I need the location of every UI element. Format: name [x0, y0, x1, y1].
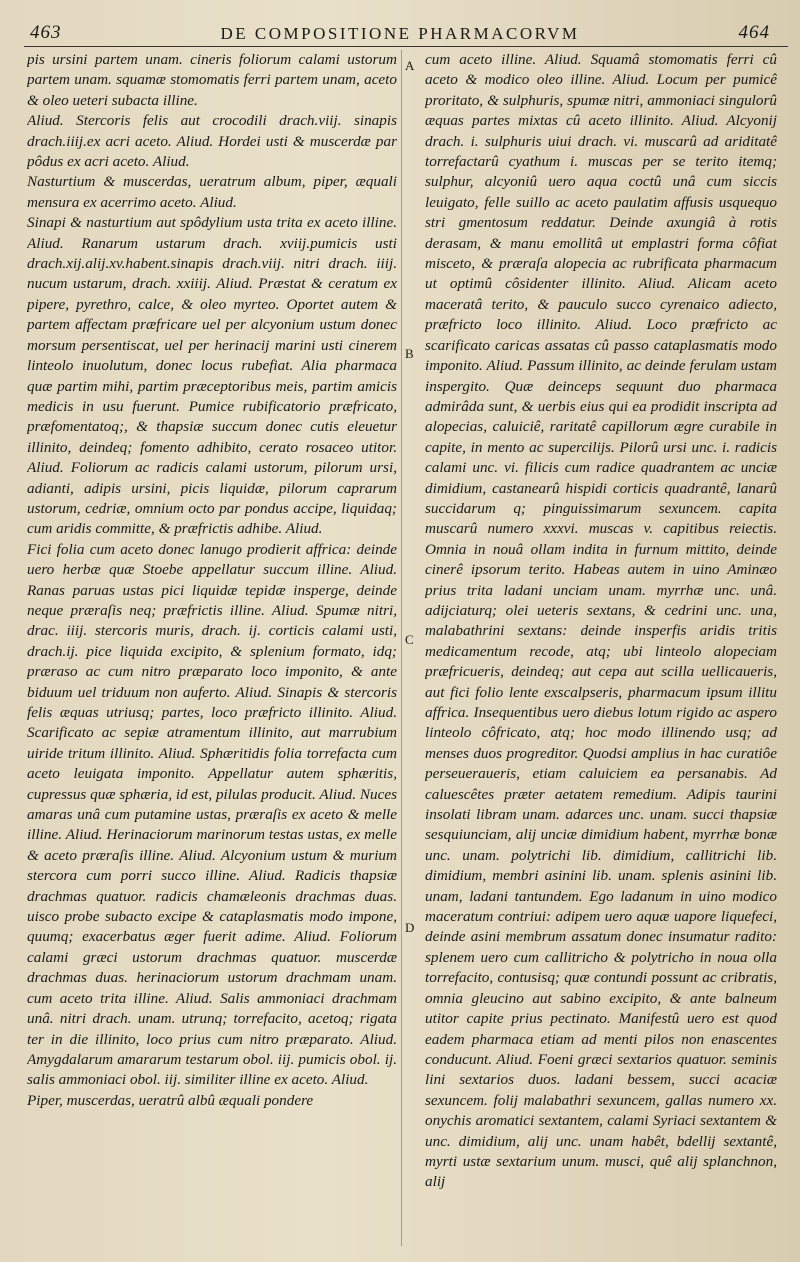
text-paragraph: Piper, muscerdas, ueratrû albû æquali pondere [27, 1091, 314, 1109]
column-gutter [397, 50, 425, 1246]
text-paragraph: cum aceto illine. Aliud. Squamâ stomomatis ferri cû aceto & modico oleo illine. Aliud. Locum per pumicê proritato, & sulphuris, spumæ nitri, ammoniaci singulorû æquas partes mixtas cû aceto illinito. Aliud. Alcyonij drach. i. sulphuris uiui drach. vi. muscarû ad ariditatê torrefactarû cyathum i. muscas per se terito itemq; sulphur, alcyoniû uero aqua coctû unâ cum siccis leuigato, felle suillo ac aceto paulatim affusis usquequo stri gmentosum reddatur. Deinde axungiâ à rotis derasam, & manu emollitâ ut emplastri forma côfiat misceto, & præraſa alopecia ac rubrificata pharmacum ut optimû côsidenter illinito. Aliud. Alicam aceto maceratâ terito, & pauculo succo cyrenaico adiecto, præfricto loco illinito. Aliud. Loco præfricto ac scarificato caricas assatas cû passo cataplasmatis modo imponito. Aliud. Passum illinito, ac deinde ferulam ustam inspergito. Quæ deinceps sequunt duo pharmaca admirâda sunt, & uerbis eius qui ea prodidit inscripta ad alopecias, caluiciê, raritatê capillorum ægre curabile in capite, in mento ac supercilijs. Pilorû ursi unc. i. radicis calami unc. vi. filicis cum radice quadrantem ac unciæ dimidium, castanearû hispidi corticis quadrantê, lanarû succidarum q; pinguissimarum sexuncem. capita muscarû numero xxxvi. muscas v. capitibus reiectis. Omnia in nouâ ollam indita in furnum mittito, deinde cinerê ipsorum terito. Habeas autem in uino Aminæo prius trita ladani unciam unam. myrrhæ unc. unâ. adijciaturq; olei ueteris sextans, & cedrini unc. una, malabathrini sextans: deinde insperfis aridis tritis medicamentum recode, atq; ubi linteolo alopeciam præfricueris, deindeq; aut cepa aut scilla uellicaueris, aut fici folio lente exscalpseris, pharmacum ipsum illitu affrica. Insequentibus uero diebus lotum rigido ac aspero linteolo côfricato, atq; hoc modo illinendo usq; ad menses duos progreditor. Quodsi amplius in hac curatiôe perseueraueris, etiam caluiciem ea persanabis. Ad caluescêtes præter aetatem remedium. Adipis taurini insolati libram unam. adarces unc. unam. succi thapsiæ sesquiunciam, alij unciæ dimidium habent, myrrhæ bonæ unc. unam. polytrichi lib. dimidium, callitrichi lib. dimidium, membri asinini lib. unam. splenis asinini lib. unam, ladani tantundem. Ego ladanum in uino modico maceratum contriui: adipem uero aquæ uapore liquefeci, deinde asini membrum assatum donec insumatur radito: splenem uero cum callitricho & polytricho in noua olla torrefacito, contusisq; quæ contundi possunt ac cribratis, omnia gleucino aut sabino excipito, & ante balneum utitor capite prius pectinato. Manifestû uero est quod eadem pharmaca etiam ad menti pilos non enascentes conducunt. Aliud. Foeni græci sextarios quatuor. seminis lini sextarios duos. ladani bessem, succi acaciæ sexuncem. folij malabathri sexuncem, gallas numero xx. onychis aromatici sextantem, calami Syriaci sextantem & unc. dimidium, alij unc. unam habêt, bdellij sextantê, myrti ustæ sextarium unum. musci, quê alij splanchnon, alij [425, 51, 777, 1191]
left-page-number: 463 [30, 22, 62, 43]
right-page-number: 464 [738, 22, 770, 43]
page-header [0, 18, 800, 48]
text-paragraph: Nasturtium & muscerdas, ueratrum album, piper, æquali mensura ex acerrimo aceto. Aliud. [27, 173, 397, 211]
text-paragraph: Fici folia cum aceto donec lanugo prodierit affrica: deinde uero herbæ quæ Stoebe appellatur succum illine. Aliud. Ranas paruas ustas pici liquidæ tepidæ insperge, deinde neque præraſis neq; præfrictis illine. Aliud. Spumæ nitri, drac. iiij. stercoris muris, drach. ij. corticis calami usti, drach.ij. pice liquida excipito, & splenium formato, idq; præraso ac cum nitro præparato loco imponito, & ante biduum uel triduum non auferto. Aliud. Sinapis & stercoris felis æquas utriusq; partes, loco præfricto illinito. Aliud. Scarificato ac sepiæ atramentum illinito, aut marrubium uiride tritum illinito. Aliud. Sphæritidis folia torrefacta cum aceto leuigata imponito. Appellatur autem sphæritis, cupressus quæ sphæria, id est, pilulas producit. Aliud. Nuces amaras unâ cum putamine ustas, præraſis ex aceto & melle illine. Aliud. Herinaciorum marinorum testas ustas, ex melle & aceto præraſis illine. Aliud. Alcyonium ustum & murium stercora cum porri succo illine. Aliud. Radicis thapsiæ drachmas quatuor. radicis chamæleonis drachmas duas. uisco probe subacto excipe & cataplasmatis modo impone, quumq; exacerbatus æger fuerit adime. Aliud. Foliorum calami græci ustorum drachmas quatuor. muscerdæ drachmas duas. herinaciorum ustorum drachmam unam. cum aceto trita illine. Aliud. Salis ammoniaci drachmam unâ. nitri drach. unam. utrunq; torrefacito, acetoq; rigata ter in die illinito, loco prius cum nitro præparato. Aliud. Amygdalarum amararum testarum obol. iij. pumicis obol. ij. salis ammoniaci obol. iij. similiter illine ex aceto. Aliud. [27, 540, 397, 1089]
left-column [27, 50, 397, 1246]
text-paragraph: Sinapi & nasturtium aut spôdylium usta trita ex aceto illine. Aliud. Ranarum ustarum drach. xviij.pumicis usti drach.xij.alij.xv.habent.sinapis drach.viij. nitri drach. iiij. nucum ustarum, drach. xxiiij. Aliud. Præstat & ceratum ex pipere, pyrethro, calce, & oleo myrteo. Oportet autem & partem affectam præfricare uel per alcyonium ustum donec morsum persentiscat, uel per herinacij marini usti cinerem linteolo inuolutum, donec locus rubefiat. Alia pharmaca quæ partim mihi, partim præceptoribus meis, partim amicis medicis in usu fuerunt. Pumice rubificatorio præfricato, præfomentatoq;, & thapsiæ succum donec cutis eleuetur illinito, deindeq; fomento adhibito, cerato rosaceo utitor. Aliud. Foliorum ac radicis calami ustorum, pilorum ursi, adianti, adipis ursini, picis liquidæ, pilorum caprarum ustorum, cedriæ, omnium octo par pondus accipe, liquidaq; cum aridis committe, & præfrictis adhibe. Aliud. [27, 214, 397, 538]
column-divider [401, 50, 402, 1246]
margin-marker-d: D [405, 920, 415, 935]
margin-marker-a: A [405, 58, 415, 73]
text-paragraph: pis ursini partem unam. cineris foliorum calami ustorum partem unam. squamæ stomomatis ferri partem unam, aceto & oleo ueteri subacta illine. [27, 51, 397, 109]
header-rule [24, 46, 788, 47]
running-title: DE COMPOSITIONE PHARMACORVM [220, 24, 580, 43]
text-paragraph: Aliud. Stercoris felis aut crocodili drach.viij. sinapis drach.iiij.ex acri aceto. Aliud. Hordei usti & muscerdæ par pôdus ex acri aceto. Aliud. [27, 112, 397, 171]
right-column [425, 50, 777, 1246]
margin-marker-c: C [405, 632, 414, 647]
margin-marker-b: B [405, 346, 414, 361]
